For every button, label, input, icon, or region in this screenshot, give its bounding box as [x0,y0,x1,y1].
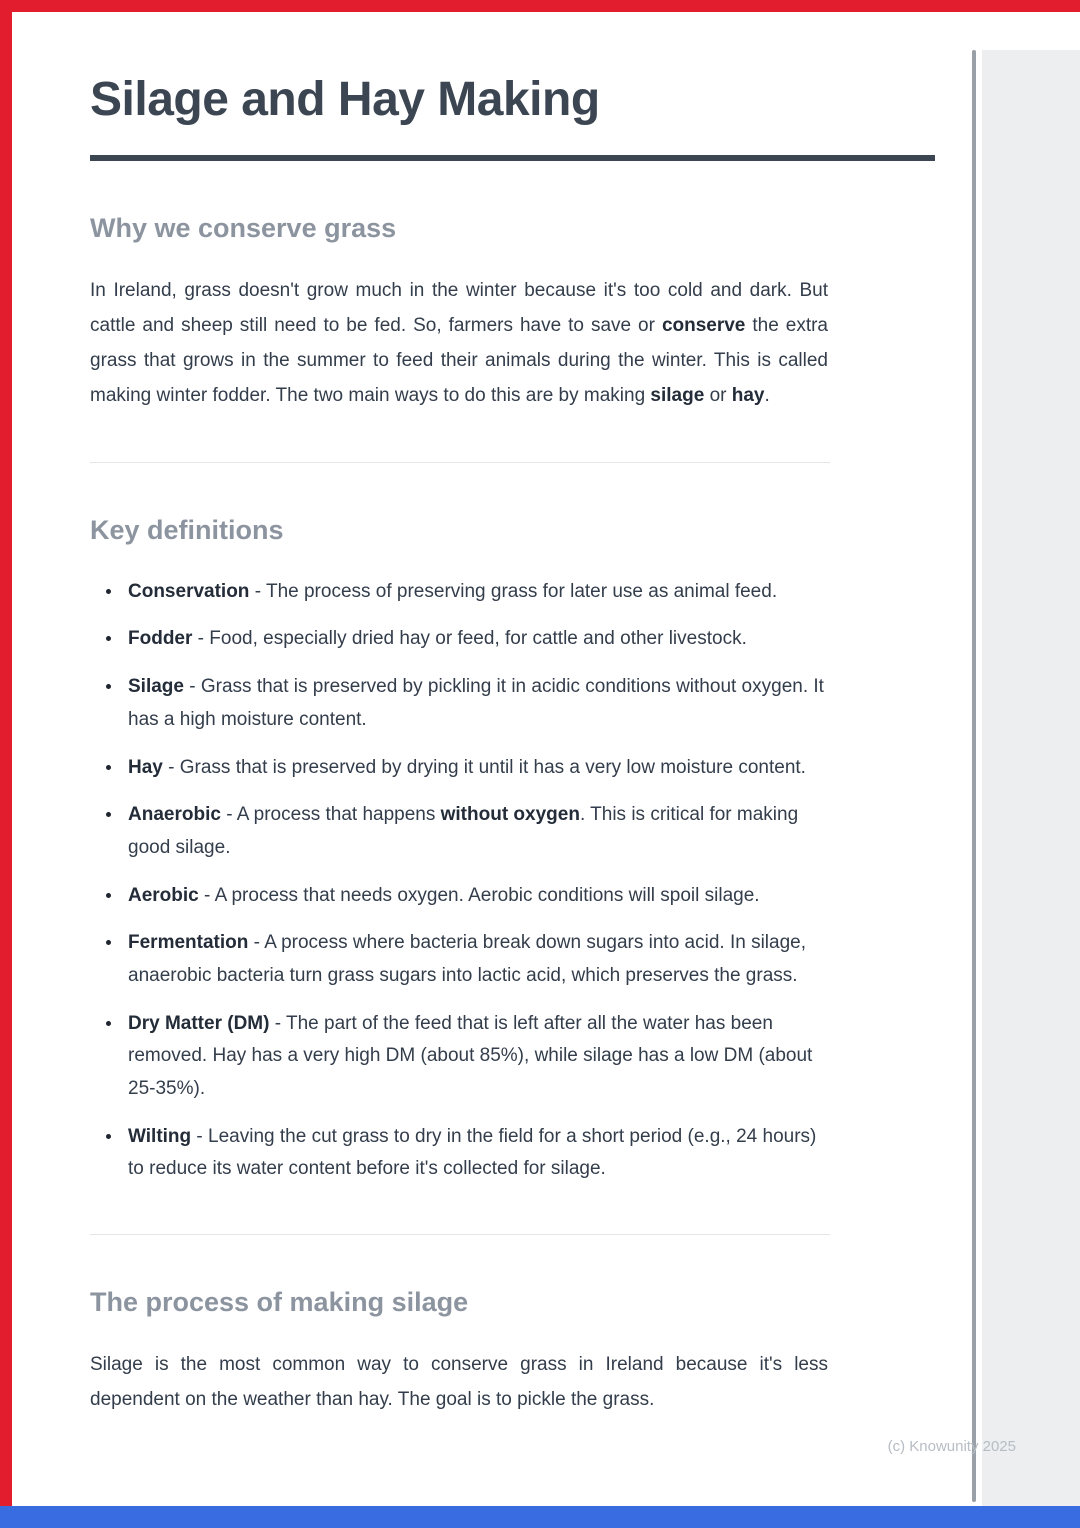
definition-text: - A process that happens [220,804,441,826]
left-red-border [0,0,12,1506]
definition-item-wilting [123,1121,828,1186]
definition-term: Wilting [128,1125,192,1147]
section-key-definitions [90,515,935,1186]
section-heading-process: The process of making silage [90,1286,469,1317]
definition-item-fermentation [123,927,828,992]
top-red-border [0,0,1080,12]
definition-text: - Leaving the cut grass to dry in the field for a short period (e.g., 24 hours) to reduce its water content before it's collected for silage. [128,1125,817,1180]
definition-term: Silage [128,676,184,698]
bold-term-conserve: conserve [661,314,746,336]
scrollbar-thumb[interactable] [972,50,976,1502]
definition-text: - Food, especially dried hay or feed, for cattle and other livestock. [192,628,747,650]
section-heading-definitions: Key definitions [90,514,284,545]
section-making-silage [90,1287,935,1418]
definition-text: - The process of preserving grass for later use as animal feed. [249,580,778,602]
section-divider [90,1234,830,1235]
section-heading-why: Why we conserve grass [90,213,397,243]
bold-inline-without-oxygen: without oxygen [440,804,580,826]
definition-item-hay [123,752,828,785]
definition-item-silage [123,671,828,736]
bottom-blue-border [0,1506,1080,1528]
definition-item-anaerobic [123,799,828,864]
definition-item-aerobic [123,880,828,913]
text-segment: . [764,384,770,406]
document-content [90,72,935,1418]
definition-text: - A process that needs oxygen. Aerobic conditions will spoil silage. [198,884,760,906]
copyright-notice: (c) Knowunity 2025 [887,1438,1016,1455]
text-segment: In Ireland, grass doesn't grow much in the winter because it's too cold and dark. But cattle and sheep still need to be fed. So, farmers have to save or [90,280,828,336]
definition-text: - Grass that is preserved by drying it until it has a very low moisture content. [162,756,806,778]
definition-text: . This is critical for making good silage. [128,804,799,858]
viewer-side-panel [982,50,1080,1506]
definition-item-fodder [123,623,828,656]
bold-term-silage: silage [650,384,705,406]
definition-term: Hay [128,756,163,778]
section-divider [90,462,830,463]
text-segment: or [704,384,732,406]
definition-term: Anaerobic [128,804,221,826]
definition-text: - Grass that is preserved by pickling it in acidic conditions without oxygen. It has a high moisture content. [128,676,824,730]
bold-term-hay: hay [731,384,765,406]
definitions-list [90,576,828,1186]
definition-term: Conservation [128,580,250,602]
paragraph-process: Silage is the most common way to conserve grass in Ireland because it's less dependent on the weather than hay. The goal is to pickle the grass. [90,1353,828,1410]
definition-text: - A process where bacteria break down sugars into acid. In silage, anaerobic bacteria turn grass sugars into lactic acid, which preserves the grass. [128,932,806,986]
definition-term: Aerobic [128,884,199,906]
definition-text: - The part of the feed that is left after all the water has been removed. Hay has a very high DM (about 85%), while silage has a low DM (about 25-35%). [128,1012,813,1099]
definition-item-dry-matter [123,1008,828,1106]
text-segment: the extra grass that grows in the summer to feed their animals during the winter. This is called making winter fodder. The two main ways to do this are by making [90,314,828,406]
title-underline [90,155,935,161]
definition-item-conservation [123,576,828,609]
document-title: Silage and Hay Making [90,73,600,126]
definition-term: Fermentation [128,932,249,954]
definition-term: Dry Matter (DM) [128,1012,270,1034]
definition-term: Fodder [128,628,193,650]
section-why-we-conserve-grass [90,213,935,414]
paragraph-why [90,274,828,414]
